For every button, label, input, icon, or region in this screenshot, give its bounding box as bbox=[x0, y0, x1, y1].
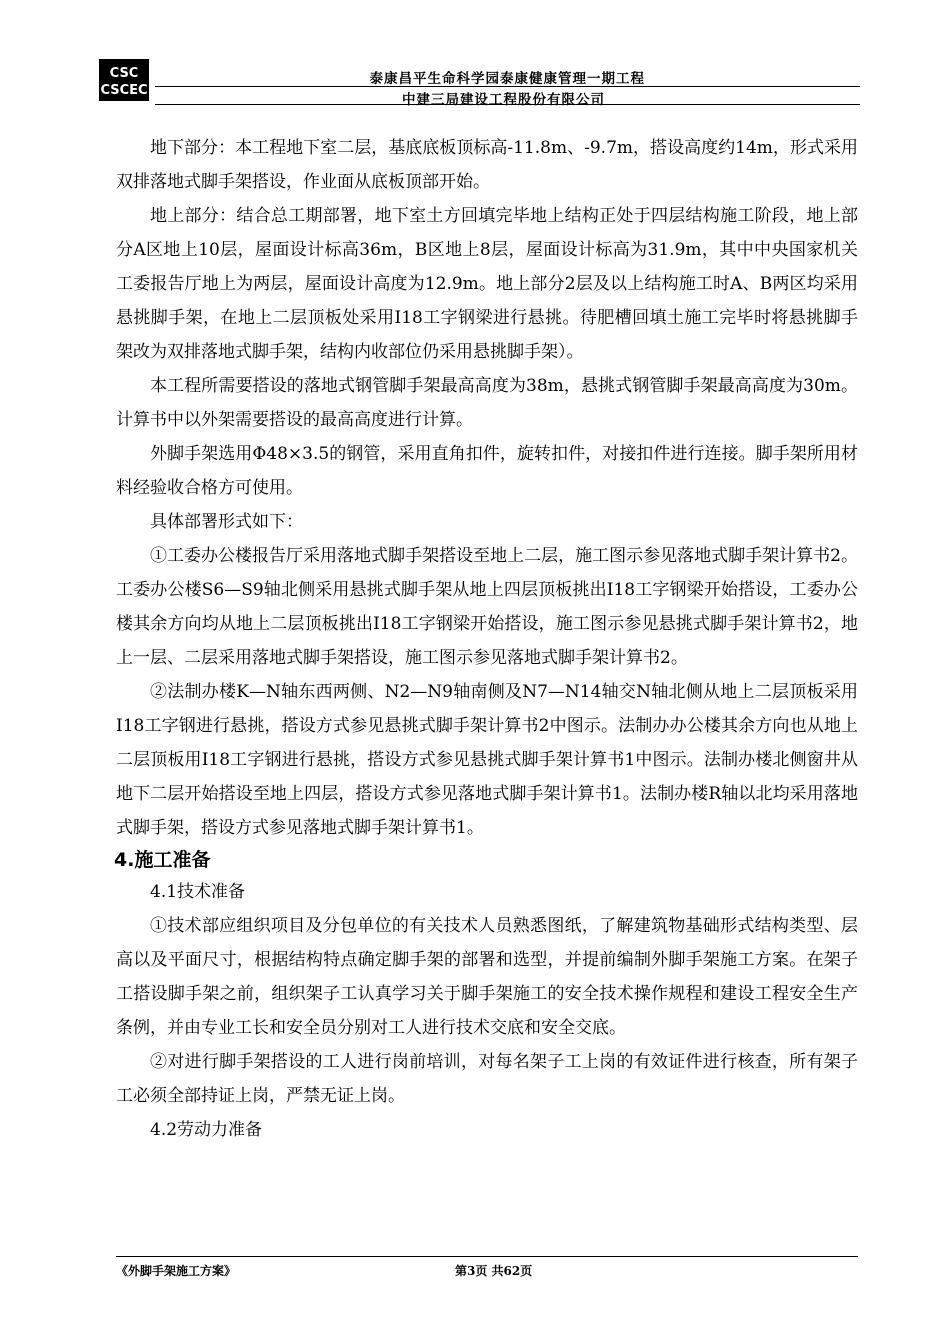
logo-text-top: CSC bbox=[109, 66, 139, 81]
paragraph-max-height: 本工程所需要搭设的落地式钢管脚手架最高高度为38m，悬挑式钢管脚手架最高高度为30m。计算书中以外架需要搭设的最高高度进行计算。 bbox=[116, 376, 858, 430]
cscec-logo bbox=[99, 59, 149, 101]
header-divider-top bbox=[155, 86, 860, 87]
paragraph-deployment-intro: 具体部署形式如下： bbox=[150, 512, 303, 532]
paragraph-tech-prep-1: ①技术部应组织项目及分包单位的有关技术人员熟悉图纸，了解建筑物基础形式结构类型、层高以及平面尺寸，根据结构特点确定脚手架的部署和选型，并提前编制外脚手架施工方案。在架子工搭设脚手架之前，组织架子工认真学习关于脚手架施工的安全技术操作规程和建设工程安全生产条例，并由专业工长和安全员分别对工人进行技术交底和安全交底。 bbox=[116, 916, 858, 1038]
footer-divider bbox=[116, 1256, 858, 1257]
paragraph-aboveground: 地上部分：结合总工期部署，地下室土方回填完毕地上结构正处于四层结构施工阶段，地上部分A区地上10层，屋面设计标高36m，B区地上8层，屋面设计标高为31.9m，其中中央国家机关工委报告厅地上为两层，屋面设计高度为12.9m。地上部分2层及以上结构施工时A、B两区均采用悬挑脚手架，在地上二层顶板处采用I18工字钢梁进行悬挑。待肥槽回填土施工完毕时将悬挑脚手架改为双排落地式脚手架，结构内收部位仍采用悬挑脚手架）。 bbox=[116, 206, 858, 362]
paragraph-deployment-1: ①工委办公楼报告厅采用落地式脚手架搭设至地上二层，施工图示参见落地式脚手架计算书2。工委办公楼S6—S9轴北侧采用悬挑式脚手架从地上四层顶板挑出I18工字钢梁开始搭设，工委办公楼其余方向均从地上二层顶板挑出I18工字钢梁开始搭设，施工图示参见悬挑式脚手架计算书2，地上一层、二层采用落地式脚手架搭设，施工图示参见落地式脚手架计算书2。 bbox=[116, 546, 858, 668]
paragraph-tech-prep-2: ②对进行脚手架搭设的工人进行岗前培训，对每名架子工上岗的有效证件进行核查，所有架子工必须全部持证上岗，严禁无证上岗。 bbox=[116, 1052, 858, 1106]
footer-page-number: 第3页 共62页 bbox=[455, 1264, 533, 1278]
section-heading-4: 4.施工准备 bbox=[114, 849, 211, 871]
logo-text-bottom: CSCEC bbox=[100, 83, 148, 98]
paragraph-underground: 地下部分：本工程地下室二层，基底底板顶标高-11.8m、-9.7m，搭设高度约14m，形式采用双排落地式脚手架搭设，作业面从底板顶部开始。 bbox=[116, 138, 858, 192]
subheading-4-1: 4.1技术准备 bbox=[150, 882, 246, 902]
page-header bbox=[95, 55, 860, 108]
footer-doc-title: 《外脚手架施工方案》 bbox=[116, 1264, 237, 1278]
paragraph-deployment-2: ②法制办楼K—N轴东西两侧、N2—N9轴南侧及N7—N14轴交N轴北侧从地上二层顶板采用I18工字钢进行悬挑，搭设方式参见悬挑式脚手架计算书2中图示。法制办办公楼其余方向也从地上二层顶板用I18工字钢进行悬挑，搭设方式参见悬挑式脚手架计算书1中图示。法制办楼北侧窗井从地下二层开始搭设至地上四层，搭设方式参见落地式脚手架计算书1。法制办楼R轴以北均采用落地式脚手架，搭设方式参见落地式脚手架计算书1。 bbox=[116, 682, 858, 838]
project-title: 泰康昌平生命科学园泰康健康管理一期工程 bbox=[369, 71, 645, 87]
document-body bbox=[116, 131, 858, 1147]
paragraph-materials: 外脚手架选用Φ48×3.5的钢管，采用直角扣件，旋转扣件，对接扣件进行连接。脚手架所用材料经验收合格方可使用。 bbox=[116, 444, 858, 498]
subheading-4-2: 4.2劳动力准备 bbox=[150, 1120, 263, 1140]
company-name: 中建三局建设工程股份有限公司 bbox=[402, 92, 605, 108]
header-divider-bottom bbox=[155, 104, 860, 105]
